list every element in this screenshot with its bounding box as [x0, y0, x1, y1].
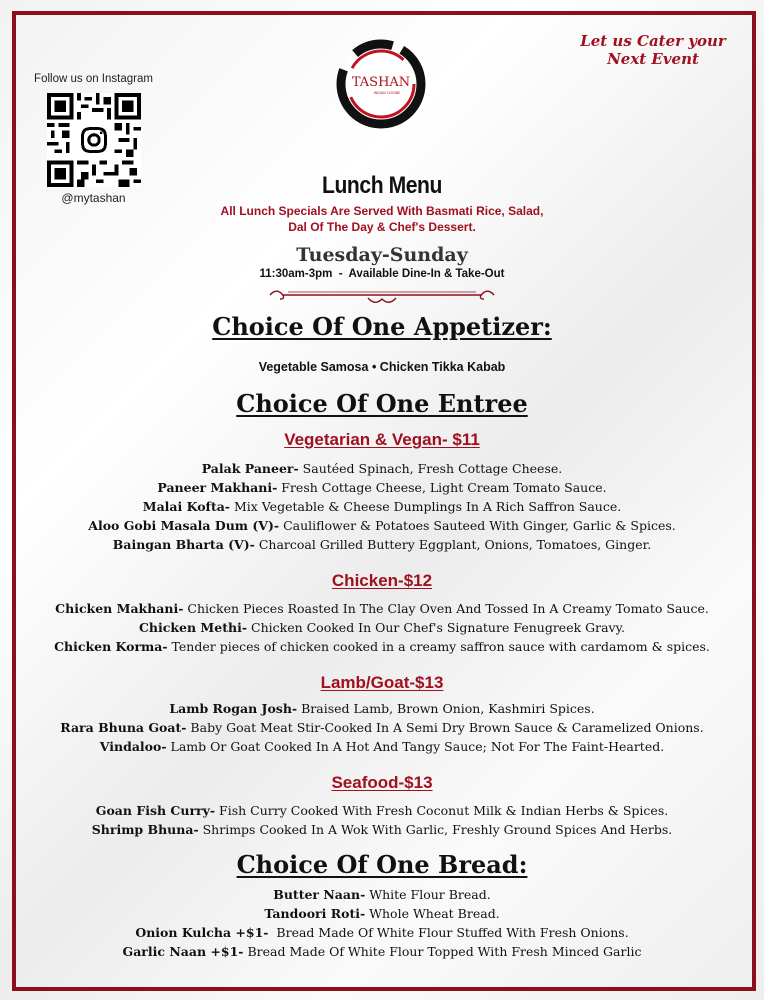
menu-item-name: Chicken Makhani-: [55, 601, 184, 616]
menu-item-desc: Bread Made Of White Flour Topped With Fresh Minced Garlic: [243, 944, 642, 959]
menu-item: [0, 459, 764, 478]
menu-item-name: Butter Naan-: [273, 887, 366, 902]
menu-item-name: Garlic Naan +$1-: [122, 944, 244, 959]
instagram-follow-label: Follow us on Instagram: [34, 73, 153, 85]
menu-item-desc: Chicken Pieces Roasted In The Clay Oven And Tossed In A Creamy Tomato Sauce.: [183, 601, 709, 616]
menu-item: [0, 923, 764, 942]
logo-tagline: INDIAN CUISINE: [373, 91, 401, 95]
menu-item-name: Chicken Methi-: [138, 620, 248, 635]
menu-item: [0, 618, 764, 637]
menu-item-desc: Cauliflower & Potatoes Sauteed With Ginger, Garlic & Spices.: [279, 518, 676, 533]
menu-item: [0, 737, 764, 756]
menu-item-desc: Tender pieces of chicken cooked in a creamy saffron sauce with cardamom & spices.: [167, 639, 710, 654]
page-title: Lunch Menu: [322, 172, 442, 199]
menu-item: [0, 478, 764, 497]
menu-item-desc: White Flour Bread.: [365, 887, 491, 902]
menu-item-name: Paneer Makhani-: [157, 480, 278, 495]
menu-item-name: Vindaloo-: [99, 739, 167, 754]
logo-wordmark: TASHAN: [351, 75, 411, 90]
catering-promo-line2: Next Event: [607, 50, 699, 68]
menu-item-name: Malai Kofta-: [142, 499, 230, 514]
menu-item-name: Lamb Rogan Josh-: [169, 701, 298, 716]
seafood-list: [0, 801, 764, 839]
tashan-logo: [335, 38, 427, 130]
menu-item: [0, 942, 764, 961]
menu-item-desc: Whole Wheat Bread.: [365, 906, 500, 921]
menu-item-desc: Fresh Cottage Cheese, Light Cream Tomato Sauce.: [277, 480, 607, 495]
menu-item: [0, 718, 764, 737]
menu-item-desc: Baby Goat Meat Stir-Cooked In A Semi Dry Brown Sauce & Caramelized Onions.: [186, 720, 704, 735]
menu-item-desc: Charcoal Grilled Buttery Eggplant, Onions, Tomatoes, Ginger.: [254, 537, 652, 552]
catering-promo: [568, 32, 738, 68]
menu-item-name: Tandoori Roti-: [264, 906, 366, 921]
menu-item: [0, 637, 764, 656]
chicken-list: [0, 599, 764, 656]
entree-heading: Choice Of One Entree: [236, 389, 528, 418]
menu-item: [0, 820, 764, 839]
service-days: Tuesday-Sunday: [296, 244, 468, 266]
seafood-heading: Seafood-$13: [331, 773, 433, 792]
menu-item: [0, 699, 764, 718]
lamb-goat-list: [0, 699, 764, 756]
menu-item-name: Chicken Korma-: [54, 639, 168, 654]
menu-item-desc: Chicken Cooked In Our Chef's Signature Fenugreek Gravy.: [247, 620, 625, 635]
menu-item: [0, 516, 764, 535]
menu-item-name: Shrimp Bhuna-: [91, 822, 199, 837]
menu-item-name: Aloo Gobi Masala Dum (V)-: [88, 518, 280, 533]
menu-item: [0, 497, 764, 516]
service-hours: 11:30am-3pm - Available Dine-In & Take-Out: [259, 268, 505, 280]
scroll-flourish-icon: [262, 286, 502, 306]
appetizer-heading: Choice Of One Appetizer:: [212, 312, 552, 341]
menu-item-name: Onion Kulcha +$1-: [135, 925, 269, 940]
lamb-goat-heading: Lamb/Goat-$13: [320, 673, 444, 692]
menu-item-desc: Sautéed Spinach, Fresh Cottage Cheese.: [298, 461, 563, 476]
menu-item-name: Rara Bhuna Goat-: [60, 720, 187, 735]
chicken-heading: Chicken-$12: [331, 571, 433, 590]
menu-item: [0, 599, 764, 618]
bread-heading: Choice Of One Bread:: [236, 850, 528, 879]
vegetarian-heading: Vegetarian & Vegan- $11: [284, 430, 480, 449]
menu-item-desc: Mix Vegetable & Cheese Dumplings In A Rich Saffron Sauce.: [230, 499, 622, 514]
menu-item-desc: Bread Made Of White Flour Stuffed With Fresh Onions.: [268, 925, 629, 940]
menu-item-desc: Shrimps Cooked In A Wok With Garlic, Freshly Ground Spices And Herbs.: [198, 822, 673, 837]
menu-item-desc: Braised Lamb, Brown Onion, Kashmiri Spices.: [297, 701, 595, 716]
menu-item: [0, 801, 764, 820]
lunch-subtitle-line2: Dal Of The Day & Chef's Dessert.: [288, 220, 476, 234]
bread-list: [0, 885, 764, 961]
appetizer-items: Vegetable Samosa • Chicken Tikka Kabab: [258, 360, 506, 374]
menu-item-name: Palak Paneer-: [201, 461, 299, 476]
menu-item-desc: Fish Curry Cooked With Fresh Coconut Milk & Indian Herbs & Spices.: [215, 803, 669, 818]
instagram-handle: @mytashan: [61, 191, 126, 205]
lunch-subtitle-line1: All Lunch Specials Are Served With Basmati Rice, Salad,: [220, 204, 544, 218]
menu-item: [0, 904, 764, 923]
menu-item: [0, 885, 764, 904]
lunch-subtitle: [0, 203, 764, 235]
catering-promo-line1: Let us Cater your: [580, 32, 726, 50]
menu-item-desc: Lamb Or Goat Cooked In A Hot And Tangy Sauce; Not For The Faint-Hearted.: [166, 739, 665, 754]
menu-item: [0, 535, 764, 554]
menu-item-name: Baingan Bharta (V)-: [112, 537, 255, 552]
vegetarian-list: [0, 459, 764, 554]
menu-item-name: Goan Fish Curry-: [95, 803, 216, 818]
